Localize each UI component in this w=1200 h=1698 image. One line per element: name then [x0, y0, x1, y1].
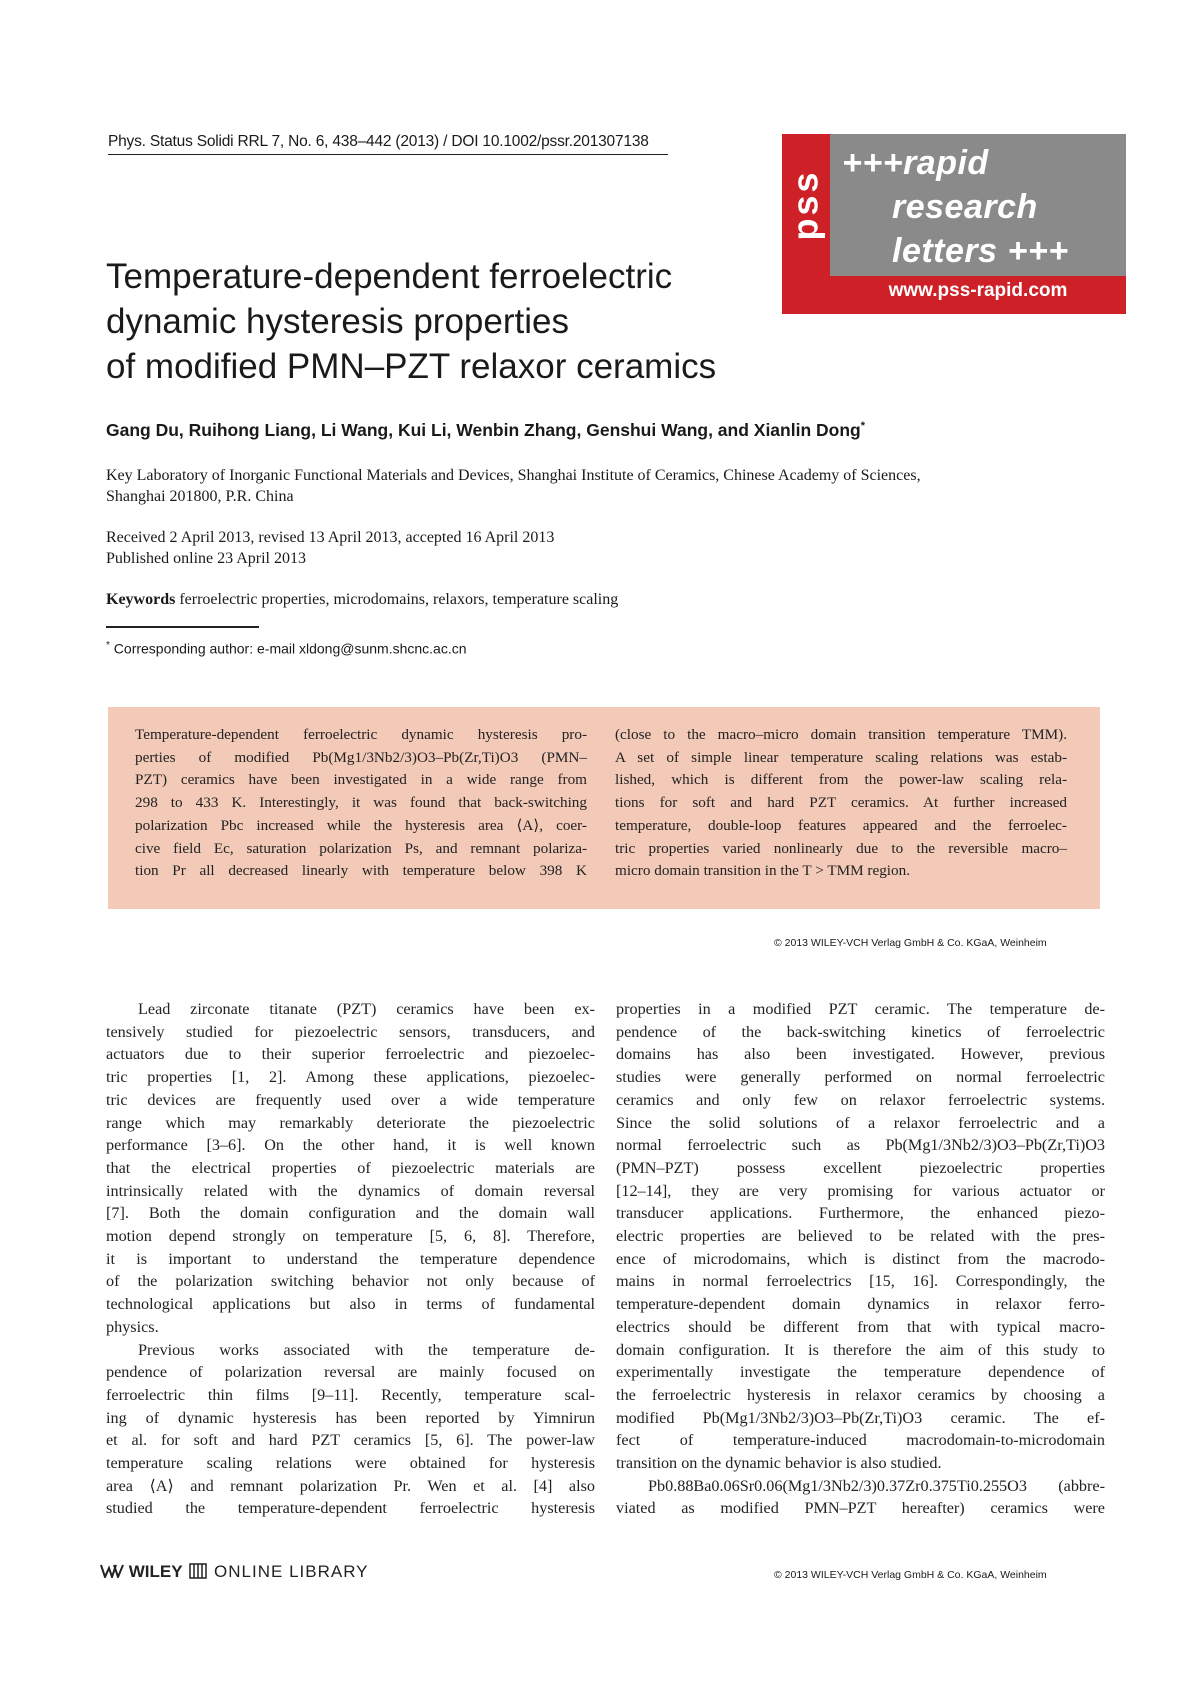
body-line: properties in a modified PZT ceramic. The temperature de- — [616, 1000, 1105, 1018]
abstract-line: cive field Ec, saturation polarization Ps, and remnant polariza- — [135, 839, 587, 857]
body-line: of the polarization switching behavior not only because of — [106, 1272, 595, 1291]
title-line: dynamic hysteresis properties — [106, 302, 569, 341]
body-line: pendence of polarization reversal are mainly focused on — [106, 1363, 595, 1382]
abstract-column-left — [135, 724, 587, 883]
body-line: transition on the dynamic behavior is also studied. — [616, 1454, 942, 1473]
abstract-line: tions for soft and hard PZT ceramics. At further increased — [615, 794, 1067, 812]
title-line: Temperature-dependent ferroelectric — [106, 257, 673, 296]
abstract-line: (close to the macro–micro domain transition temperature TMM). — [615, 726, 1067, 743]
body-line: experimentally investigate the temperature dependence of — [616, 1363, 1105, 1382]
body-line: ence of microdomains, which is distinct from the macrodo- — [616, 1249, 1105, 1268]
affiliation-line: Shanghai 201800, P.R. China — [106, 488, 294, 505]
body-line: tric devices are frequently used over a wide temperature — [106, 1090, 595, 1109]
journal-logo — [782, 134, 1126, 314]
abstract-line: 298 to 433 K. Interestingly, it was found that back-switching — [135, 794, 587, 812]
body-line: ferroelectric thin films [9–11]. Recently, temperature scal- — [106, 1385, 595, 1404]
body-line: fect of temperature-induced macrodomain-to-microdomain — [616, 1431, 1105, 1450]
body-line: studied the temperature-dependent ferroelectric hysteresis — [106, 1499, 595, 1518]
body-line: range which may remarkably deteriorate the piezoelectric — [106, 1113, 595, 1132]
corresponding-author — [106, 640, 467, 657]
body-line: temperature scaling relations were obtained for hysteresis — [106, 1454, 595, 1473]
body-line: Since the solid solutions of a relaxor ferroelectric and a — [616, 1113, 1105, 1132]
published-date: Published online 23 April 2013 — [106, 550, 306, 567]
body-line: temperature-dependent domain dynamics in relaxor ferro- — [616, 1295, 1105, 1314]
wiley-online-library-logo — [100, 1562, 369, 1582]
body-line: [7]. Both the domain configuration and the domain wall — [106, 1204, 595, 1223]
body-line: mains in normal ferroelectrics [15, 16]. Correspondingly, the — [616, 1272, 1105, 1291]
keywords-label: Keywords — [106, 591, 176, 608]
corresponding-text: Corresponding author: e-mail xldong@sunm.shcnc.ac.cn — [113, 640, 467, 657]
body-line: viated as modified PMN–PZT hereafter) ceramics were — [616, 1499, 1105, 1518]
copyright-notice: © 2013 WILEY-VCH Verlag GmbH & Co. KGaA, Weinheim — [774, 937, 1047, 949]
body-line: technological applications but also in terms of fundamental — [106, 1295, 595, 1314]
abstract-line: temperature, double-loop features appeared and the ferroelec- — [615, 816, 1067, 834]
footnote-rule — [106, 626, 259, 628]
body-line: actuators due to their superior ferroelectric and piezoelec- — [106, 1045, 595, 1064]
body-line: electric properties are believed to be related with the pres- — [616, 1227, 1105, 1246]
body-line: studies were generally performed on normal ferroelectric — [616, 1068, 1105, 1087]
abstract-column-right — [615, 724, 1067, 883]
body-column-left — [106, 998, 595, 1520]
abstract-line: Temperature-dependent ferroelectric dynamic hysteresis pro- — [135, 726, 587, 743]
affiliation-line: Key Laboratory of Inorganic Functional Materials and Devices, Shanghai Institute of Ceramics, Chinese Academy of Sciences, — [106, 467, 921, 484]
abstract-line: PZT) ceramics have been investigated in a wide range from — [135, 771, 587, 789]
body-line: (PMN–PZT) possess excellent piezoelectric properties — [616, 1158, 1105, 1177]
body-line: Pb0.88Ba0.06Sr0.06(Mg1/3Nb2/3)0.37Zr0.375Ti0.255O3 (abbre- — [648, 1476, 1105, 1495]
keywords-text: ferroelectric properties, microdomains, relaxors, temperature scaling — [179, 591, 619, 608]
body-line: Previous works associated with the temperature de- — [138, 1340, 595, 1359]
copyright-notice-footer: © 2013 WILEY-VCH Verlag GmbH & Co. KGaA, Weinheim — [774, 1569, 1047, 1581]
body-line: intrinsically related with the dynamics of domain reversal — [106, 1181, 595, 1200]
body-line: ceramics and only few on relaxor ferroelectric systems. — [616, 1090, 1105, 1109]
abstract-line: lished, which is different from the power-law scaling rela- — [615, 771, 1067, 789]
logo-url: www.pss-rapid.com — [888, 280, 1068, 301]
body-line: domains has also been investigated. However, previous — [616, 1045, 1105, 1064]
body-line: motion depend strongly on temperature [5, 6, 8]. Therefore, — [106, 1227, 595, 1246]
body-line: pendence of the back-switching kinetics of ferroelectric — [616, 1022, 1105, 1041]
keywords — [106, 591, 906, 609]
logo-line-3: letters +++ — [892, 232, 1069, 270]
body-line: domain configuration. It is therefore the aim of this study to — [616, 1340, 1105, 1359]
author-mark: * — [860, 420, 865, 433]
body-line: the ferroelectric hysteresis in relaxor ceramics by choosing a — [616, 1385, 1105, 1404]
body-line: tensively studied for piezoelectric sensors, transducers, and — [106, 1022, 595, 1041]
body-line: modified Pb(Mg1/3Nb2/3)O3–Pb(Zr,Ti)O3 ceramic. The ef- — [616, 1408, 1105, 1427]
article-title — [106, 254, 786, 389]
body-line: et al. for soft and hard PZT ceramics [5, 6]. The power-law — [106, 1431, 595, 1450]
footnote-mark: * — [106, 640, 110, 651]
logo-line-2: research — [892, 188, 1038, 226]
body-line: electrics should be different from that with typical macro- — [616, 1317, 1105, 1336]
body-line: performance [3–6]. On the other hand, it is well known — [106, 1136, 595, 1155]
body-line: transducer applications. Furthermore, the enhanced piezo- — [616, 1204, 1105, 1223]
abstract-line: tion Pr all decreased linearly with temperature below 398 K — [135, 862, 587, 880]
body-line: [12–14], they are very promising for various actuator or — [616, 1181, 1105, 1200]
body-line: physics. — [106, 1317, 159, 1336]
body-line: area ⟨A⟩ and remnant polarization Pr. Wen et al. [4] also — [106, 1476, 595, 1495]
received-dates: Received 2 April 2013, revised 13 April 2013, accepted 16 April 2013 — [106, 529, 555, 546]
body-line: tric properties [1, 2]. Among these applications, piezoelec- — [106, 1068, 595, 1087]
title-line: of modified PMN–PZT relaxor ceramics — [106, 347, 717, 386]
library-book-icon — [189, 1563, 207, 1579]
body-line: that the electrical properties of piezoelectric materials are — [106, 1158, 595, 1177]
online-library-wordmark: ONLINE LIBRARY — [214, 1562, 369, 1581]
logo-line-1: +++rapid — [842, 144, 989, 182]
affiliation — [106, 465, 1046, 507]
author-list: Gang Du, Ruihong Liang, Li Wang, Kui Li, Wenbin Zhang, Genshui Wang, and Xianlin Dong* — [106, 420, 865, 440]
body-column-right — [616, 998, 1105, 1520]
wiley-wordmark: WILEY — [128, 1562, 183, 1581]
abstract-line: polarization Pbc increased while the hysteresis area ⟨A⟩, coer- — [135, 816, 587, 834]
abstract-box — [108, 707, 1100, 909]
abstract-line: A set of simple linear temperature scaling relations was estab- — [615, 748, 1067, 766]
article-dates — [106, 527, 806, 569]
wiley-mark-icon — [100, 1564, 124, 1578]
abstract-line: micro domain transition in the T > TMM region. — [615, 862, 910, 880]
journal-citation: Phys. Status Solidi RRL 7, No. 6, 438–442 (2013) / DOI 10.1002/pssr.201307138 — [108, 133, 668, 155]
abstract-line: tric properties varied nonlinearly due to the reversible macro– — [615, 839, 1067, 857]
body-line: it is important to understand the temperature dependence — [106, 1249, 595, 1268]
body-line: normal ferroelectric such as Pb(Mg1/3Nb2/3)O3–Pb(Zr,Ti)O3 — [616, 1136, 1105, 1155]
logo-pss: pss — [785, 169, 827, 241]
body-line: ing of dynamic hysteresis has been reported by Yimnirun — [106, 1408, 595, 1427]
abstract-line: perties of modified Pb(Mg1/3Nb2/3)O3–Pb(Zr,Ti)O3 (PMN– — [135, 748, 587, 766]
body-line: Lead zirconate titanate (PZT) ceramics have been ex- — [138, 1000, 595, 1018]
